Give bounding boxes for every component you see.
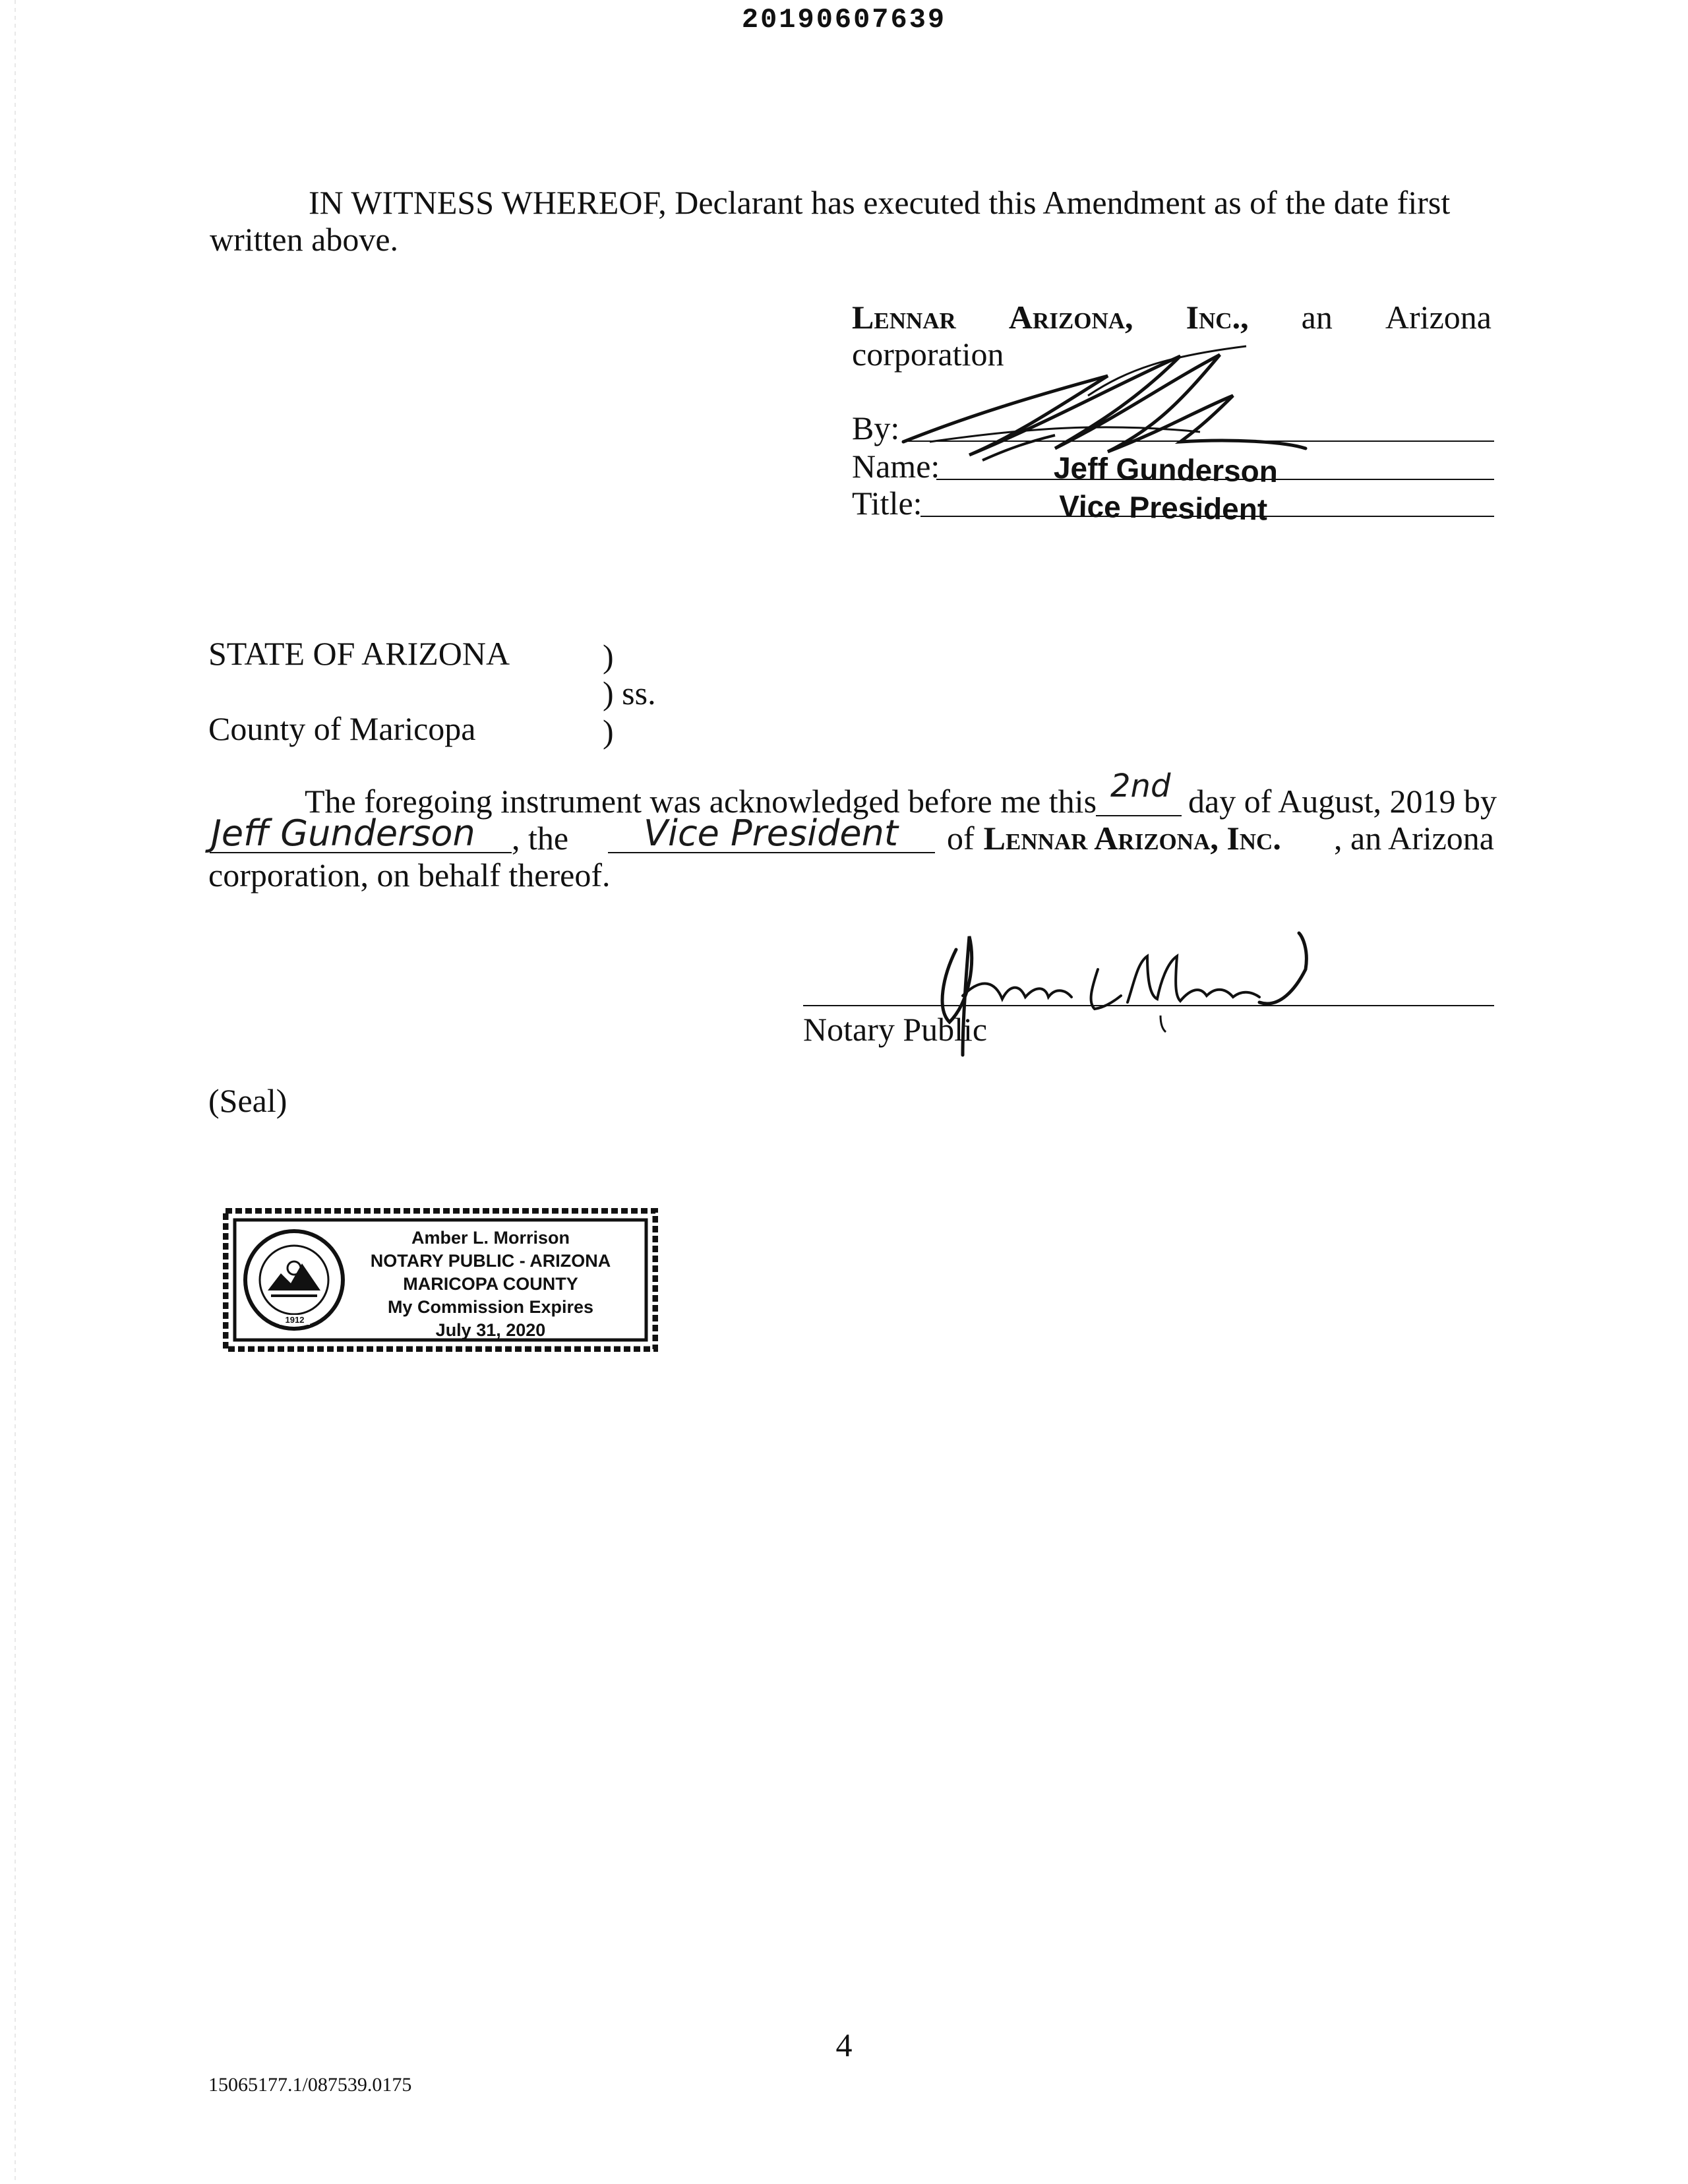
ack-company: Lennar Arizona, Inc. — [983, 820, 1281, 857]
ack-text-3: , the — [512, 820, 569, 857]
by-label: By: — [852, 410, 900, 446]
venue-county: County of Maricopa — [208, 710, 476, 747]
title-value: Vice President — [1058, 489, 1268, 527]
signatory-company-line — [852, 298, 1492, 336]
venue-paren-3: ) — [603, 713, 614, 750]
name-value: Jeff Gunderson — [1053, 450, 1279, 489]
ack-title-handwritten: Vice President — [644, 812, 899, 854]
ack-day-line — [1096, 815, 1182, 816]
word-arizona: Arizona — [1385, 299, 1492, 336]
stamp-county: MARICOPA COUNTY — [403, 1274, 578, 1294]
signatory-entity-type: corporation — [852, 336, 1004, 373]
ack-line-2-tail — [947, 819, 1494, 857]
company-word-lennar: Lennar — [852, 299, 956, 336]
company-word-arizona: Arizona, — [1008, 299, 1133, 336]
notary-public-label: Notary Public — [803, 1011, 988, 1048]
venue-ss: ) ss. — [603, 675, 656, 712]
ack-text-4: of — [947, 820, 975, 857]
ack-text-2: day of August, 2019 by — [1188, 783, 1497, 820]
venue-paren-1: ) — [603, 638, 614, 675]
stamp-emblem-year: 1912 — [280, 1315, 310, 1325]
ack-text-5: , an Arizona — [1334, 820, 1494, 857]
stamp-expiry-date: July 31, 2020 — [435, 1320, 546, 1340]
stamp-title: NOTARY PUBLIC - ARIZONA — [370, 1251, 611, 1271]
scan-edge-artifact — [15, 0, 16, 2184]
ack-day-handwritten: 2nd — [1110, 768, 1171, 804]
word-an: an — [1301, 299, 1333, 336]
stamp-name: Amber L. Morrison — [411, 1228, 570, 1248]
witness-line-1: IN WITNESS WHEREOF, Declarant has executed this Amendment as of the date first — [309, 184, 1451, 221]
page-number: 4 — [835, 2026, 853, 2063]
document-id: 15065177.1/087539.0175 — [208, 2074, 412, 2096]
stamp-text — [352, 1227, 629, 1342]
witness-line-2: written above. — [210, 221, 399, 258]
title-label: Title: — [852, 485, 922, 522]
gunderson-signature — [890, 343, 1312, 468]
ack-text-1: The foregoing instrument was acknowledged before me this — [305, 783, 1097, 820]
notary-stamp — [223, 1208, 658, 1352]
recording-number: 20190607639 — [741, 4, 947, 36]
company-word-inc: Inc., — [1186, 299, 1249, 336]
ack-line-3: corporation, on behalf thereof. — [208, 857, 611, 894]
ack-person-handwritten: Jeff Gunderson — [211, 812, 475, 854]
name-label: Name: — [852, 448, 940, 485]
venue-state: STATE OF ARIZONA — [208, 635, 510, 672]
stamp-expiry-label: My Commission Expires — [387, 1297, 594, 1317]
seal-label: (Seal) — [208, 1082, 287, 1119]
